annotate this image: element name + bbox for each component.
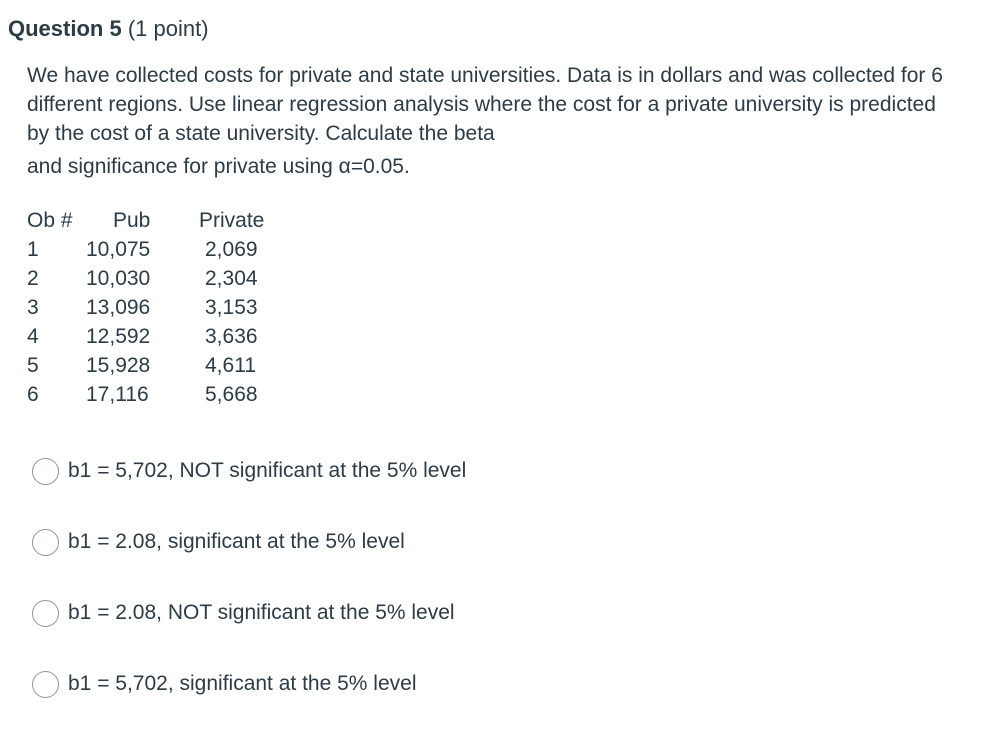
radio-button[interactable] bbox=[32, 529, 59, 556]
cell-ob: 3 bbox=[27, 296, 39, 319]
question-body: We have collected costs for private and state universities. Data is in dollars and was collected for 6 different regions. Use linear regression analysis where the cost for a private university is predicted by the cost of a state university. Calculate the beta bbox=[27, 64, 943, 145]
table-row bbox=[27, 351, 305, 380]
answer-label: b1 = 2.08, NOT significant at the 5% level bbox=[68, 601, 455, 624]
cell-ob: 6 bbox=[27, 383, 39, 406]
table-row bbox=[27, 235, 305, 264]
question-body-last-line: and significance for private using α=0.05. bbox=[27, 155, 410, 178]
cell-ob: 5 bbox=[27, 354, 39, 377]
table-row bbox=[27, 264, 305, 293]
table-row bbox=[27, 293, 305, 322]
data-table bbox=[27, 206, 305, 409]
cell-private: 3,153 bbox=[205, 296, 258, 319]
cell-pub: 10,075 bbox=[86, 238, 151, 261]
cell-private: 2,304 bbox=[205, 267, 258, 290]
question-points: (1 point) bbox=[127, 16, 209, 41]
answer-option-3[interactable] bbox=[32, 596, 466, 630]
cell-private: 2,069 bbox=[205, 238, 258, 261]
radio-button[interactable] bbox=[32, 671, 59, 698]
table-header-row bbox=[27, 206, 305, 235]
cell-pub: 15,928 bbox=[86, 354, 151, 377]
answer-option-2[interactable] bbox=[32, 525, 466, 559]
radio-button[interactable] bbox=[32, 458, 59, 485]
answer-option-4[interactable] bbox=[32, 667, 466, 701]
cell-private: 3,636 bbox=[205, 325, 258, 348]
cell-private: 4,611 bbox=[205, 354, 256, 377]
cell-pub: 17,116 bbox=[86, 383, 149, 406]
answer-label: b1 = 5,702, NOT significant at the 5% level bbox=[68, 459, 467, 482]
answer-label: b1 = 5,702, significant at the 5% level bbox=[68, 672, 417, 695]
answer-options bbox=[32, 454, 466, 738]
cell-ob: 1 bbox=[27, 238, 39, 261]
question-title: Question 5 bbox=[8, 16, 122, 41]
header-ob: Ob # bbox=[27, 209, 73, 232]
table-row bbox=[27, 322, 305, 351]
table-row bbox=[27, 380, 305, 409]
header-private: Private bbox=[199, 209, 265, 232]
answer-label: b1 = 2.08, significant at the 5% level bbox=[68, 530, 405, 553]
cell-pub: 12,592 bbox=[86, 325, 151, 348]
cell-ob: 4 bbox=[27, 325, 39, 348]
answer-option-1[interactable] bbox=[32, 454, 466, 488]
header-pub: Pub bbox=[113, 209, 151, 232]
cell-pub: 13,096 bbox=[86, 296, 151, 319]
cell-private: 5,668 bbox=[205, 383, 258, 406]
cell-pub: 10,030 bbox=[86, 267, 151, 290]
cell-ob: 2 bbox=[27, 267, 39, 290]
radio-button[interactable] bbox=[32, 600, 59, 627]
question-header bbox=[8, 14, 209, 44]
question-text bbox=[27, 61, 957, 181]
